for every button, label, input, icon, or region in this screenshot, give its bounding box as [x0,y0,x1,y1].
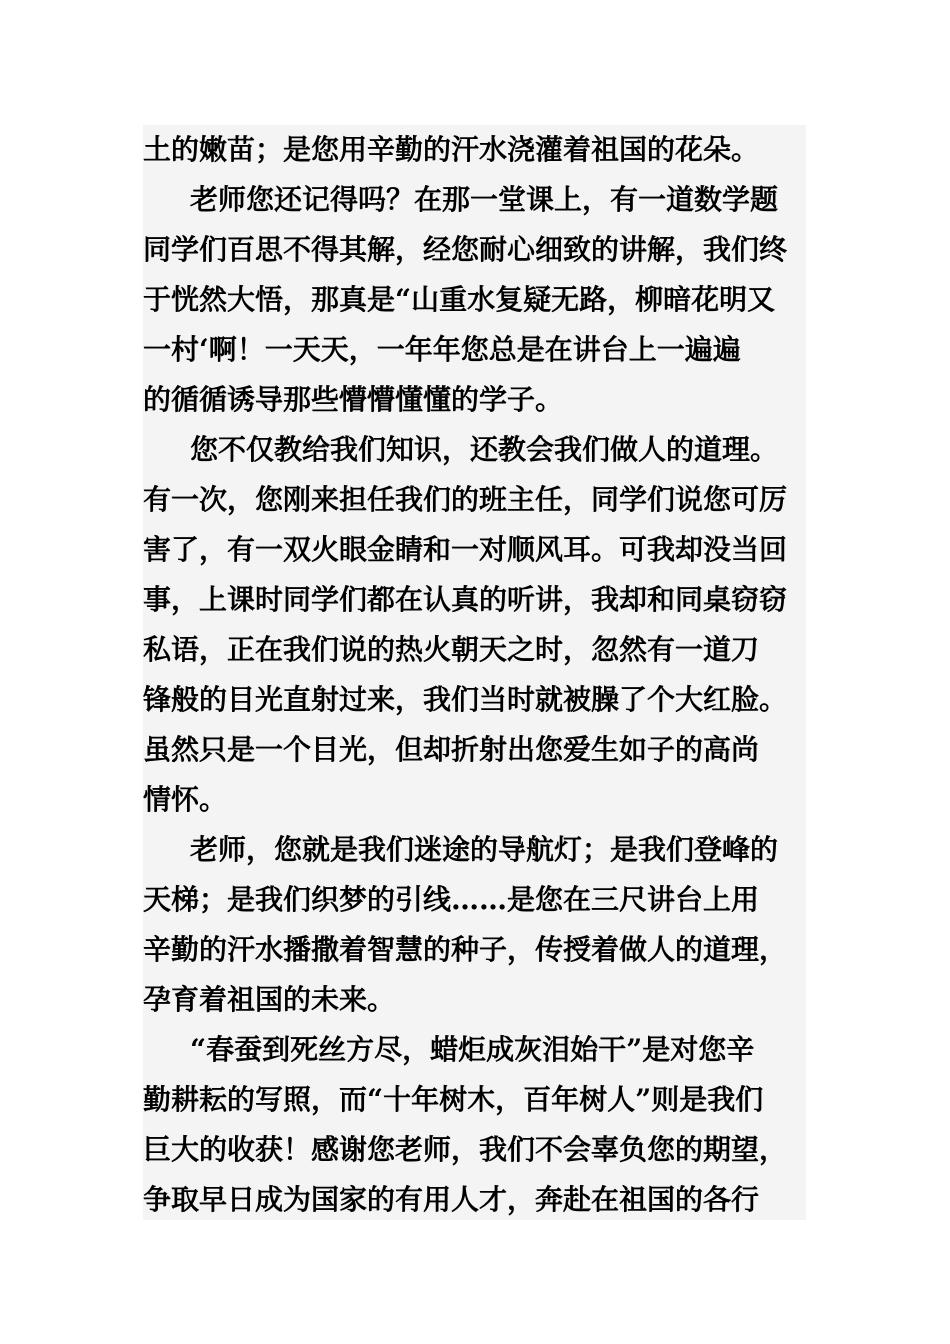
text-line: 您不仅教给我们知识，还教会我们做人的道理。 [190,433,779,466]
text-line: 老师您还记得吗？在那一堂课上，有一道数学题 [190,183,779,216]
text-line: 的循循诱导那些懵懵懂懂的学子。 [143,383,564,416]
text-line: 巨大的收获！感谢您老师，我们不会辜负您的期望， [143,1133,788,1166]
text-line: 勤耕耘的写照，而“十年树木，百年树人”则是我们 [143,1083,764,1116]
text-line: 有一次，您刚来担任我们的班主任，同学们说您可厉 [143,483,788,516]
text-line: 天梯；是我们织梦的引线……是您在三尺讲台上用 [143,883,760,916]
document-text-block [143,125,806,1220]
text-line: 老师，您就是我们迷途的导航灯；是我们登峰的 [190,833,779,866]
text-line: 情怀。 [143,783,228,816]
text-line: 争取早日成为国家的有用人才，奔赴在祖国的各行 [143,1183,760,1216]
text-line: 土的嫩苗；是您用辛勤的汗水浇灌着祖国的花朵。 [143,133,760,166]
text-line: 虽然只是一个目光，但却折射出您爱生如子的高尚 [143,733,760,766]
text-line: 害了，有一双火眼金睛和一对顺风耳。可我却没当回 [143,533,788,566]
text-line: 私语，正在我们说的热火朝天之时，忽然有一道刀 [143,633,760,666]
text-line: 一村‘啊！一天天，一年年您总是在讲台上一遍遍 [143,333,741,366]
text-line: 锋般的目光直射过来，我们当时就被臊了个大红脸。 [143,683,788,716]
text-line: “春蚕到死丝方尽，蜡炬成灰泪始干”是对您辛 [190,1033,755,1066]
text-line: 于恍然大悟，那真是“山重水复疑无路，柳暗花明又 [143,283,776,316]
text-line: 辛勤的汗水播撒着智慧的种子，传授着做人的道理， [143,933,788,966]
text-line: 同学们百思不得其解，经您耐心细致的讲解，我们终 [143,233,788,266]
text-line: 事，上课时同学们都在认真的听讲，我却和同桌窃窃 [143,583,788,616]
text-line: 孕育着祖国的未来。 [143,983,396,1016]
